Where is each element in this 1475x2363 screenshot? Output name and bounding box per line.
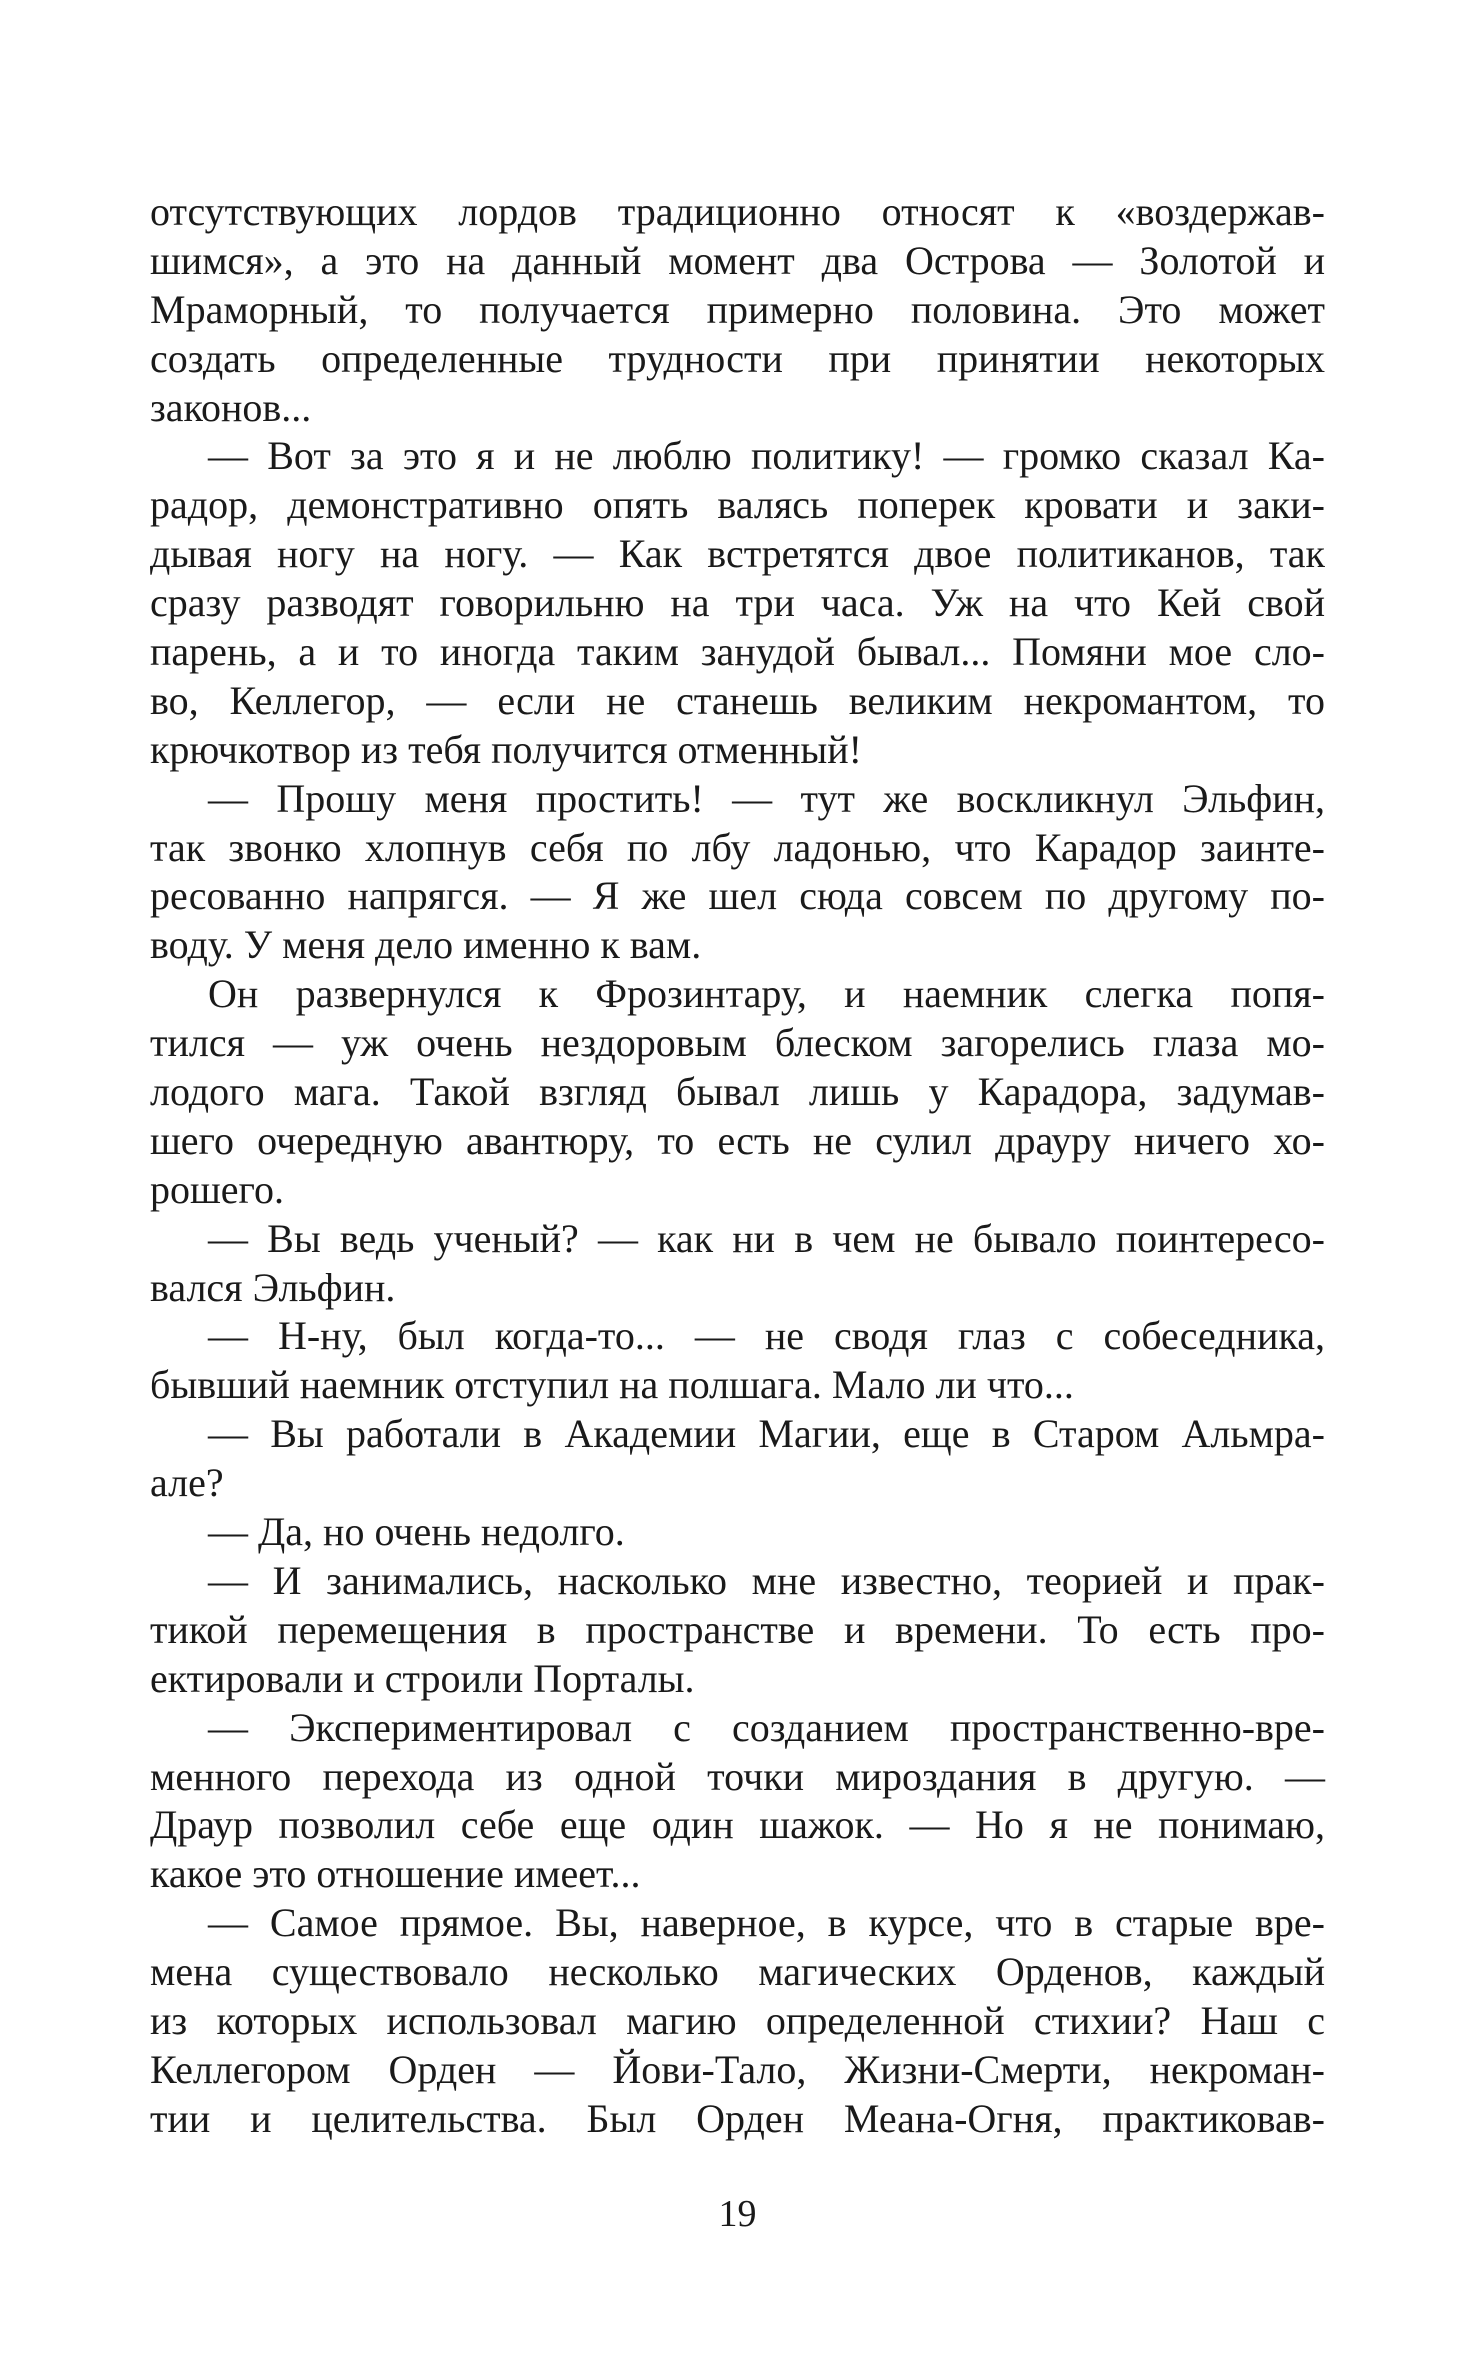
text-line: радор, демонстративно опять валясь поперек кровати и заки- bbox=[150, 482, 1325, 528]
text-line: воду. У меня дело именно к вам. bbox=[150, 922, 702, 968]
body-text bbox=[150, 188, 1325, 2144]
text-line: парень, а и то иногда таким занудой бывал... Помяни мое сло- bbox=[150, 629, 1325, 675]
text-line: Он развернулся к Фрозинтару, и наемник слегка попя- bbox=[208, 971, 1325, 1017]
text-line: во, Келлегор, — если не станешь великим некромантом, то bbox=[150, 677, 1325, 723]
text-line: дывая ногу на ногу. — Как встретятся двое политиканов, так bbox=[150, 531, 1325, 577]
text-line: тился — уж очень нездоровым блеском загорелись глаза мо- bbox=[150, 1020, 1325, 1066]
text-line: — Н-ну, был когда-то... — не сводя глаз с собеседника, bbox=[208, 1313, 1325, 1359]
text-line: вался Эльфин. bbox=[150, 1264, 396, 1310]
text-line: — Да, но очень недолго. bbox=[208, 1509, 625, 1555]
text-line: але? bbox=[150, 1460, 224, 1506]
text-line: ресованно напрягся. — Я же шел сюда совсем по другому по- bbox=[150, 873, 1325, 919]
text-line: ектировали и строили Порталы. bbox=[150, 1655, 695, 1701]
text-line: шимся», а это на данный момент два Острова — Золотой и bbox=[150, 237, 1325, 283]
text-line: какое это отношение имеет... bbox=[150, 1851, 641, 1897]
text-line: так звонко хлопнув себя по лбу ладонью, что Карадор заинте- bbox=[150, 824, 1325, 870]
text-line: тии и целительства. Был Орден Меана-Огня, практиковав- bbox=[150, 2095, 1325, 2141]
text-line: Драур позволил себе еще один шажок. — Но я не понимаю, bbox=[150, 1802, 1325, 1848]
text-line: шего очередную авантюру, то есть не сулил драуру ничего хо- bbox=[150, 1117, 1325, 1163]
text-line: лодого мага. Такой взгляд бывал лишь у Карадора, задумав- bbox=[150, 1069, 1325, 1115]
text-line: сразу разводят говорильню на три часа. Уж на что Кей свой bbox=[150, 580, 1325, 626]
text-line: мена существовало несколько магических Орденов, каждый bbox=[150, 1949, 1325, 1995]
text-line: — Прошу меня простить! — тут же воскликнул Эльфин, bbox=[208, 775, 1325, 821]
text-line: Келлегором Орден — Йови-Тало, Жизни-Смерти, некроман- bbox=[150, 2046, 1325, 2092]
text-line: отсутствующих лордов традиционно относят к «воздержав- bbox=[150, 189, 1325, 234]
text-line: тикой перемещения в пространстве и времени. То есть про- bbox=[150, 1606, 1325, 1652]
text-line: — Самое прямое. Вы, наверное, в курсе, что в старые вре- bbox=[208, 1900, 1325, 1946]
text-line: из которых использовал магию определенной стихии? Наш с bbox=[150, 1997, 1325, 2043]
text-line: — И занимались, насколько мне известно, теорией и прак- bbox=[208, 1557, 1325, 1603]
text-line: менного перехода из одной точки мироздания в другую. — bbox=[150, 1753, 1325, 1799]
text-line: крючкотвор из тебя получится отменный! bbox=[150, 726, 862, 772]
text-line: бывший наемник отступил на полшага. Мало ли что... bbox=[150, 1362, 1074, 1408]
text-line: — Вот за это я и не люблю политику! — громко сказал Ка- bbox=[208, 433, 1325, 479]
text-line: — Вы ведь ученый? — как ни в чем не бывало поинтересо- bbox=[208, 1215, 1325, 1261]
text-line: законов... bbox=[150, 384, 312, 430]
text-line: рошего. bbox=[150, 1166, 284, 1212]
text-line: — Вы работали в Академии Магии, еще в Старом Альмра- bbox=[208, 1411, 1325, 1457]
text-line: — Экспериментировал с созданием пространственно-вре- bbox=[208, 1704, 1325, 1750]
text-line: создать определенные трудности при принятии некоторых bbox=[150, 335, 1325, 381]
page-number: 19 bbox=[718, 2193, 757, 2235]
text-line: Мраморный, то получается примерно половина. Это может bbox=[150, 286, 1325, 332]
